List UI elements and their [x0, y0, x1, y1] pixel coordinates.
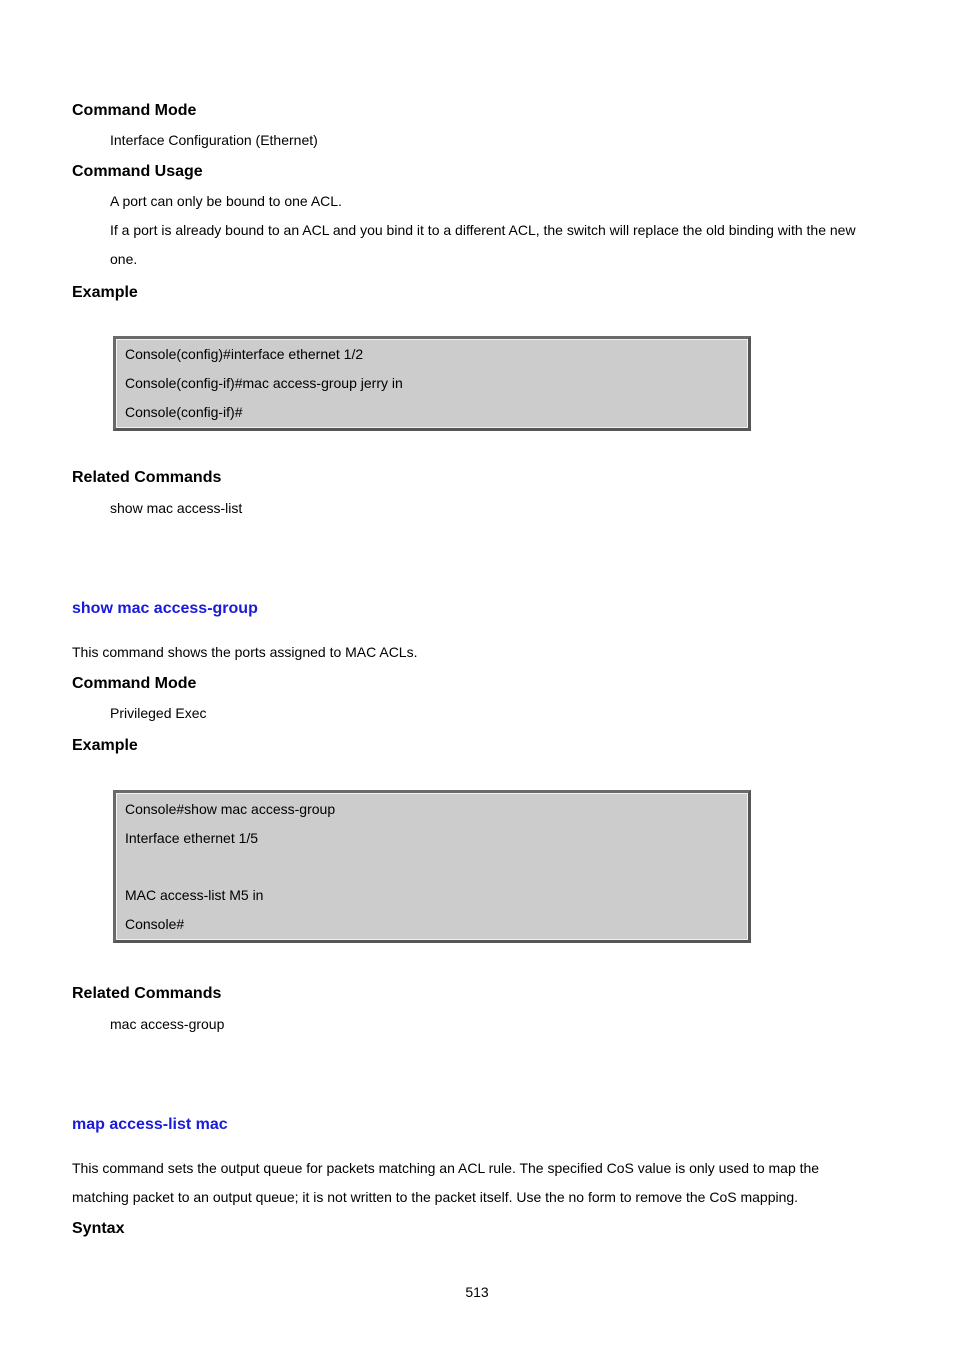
section-title[interactable]: show mac access-group: [72, 600, 258, 617]
command-mode-text: Privileged Exec: [110, 705, 207, 721]
usage-line: A port can only be bound to one ACL.: [110, 193, 342, 209]
section-description: This command shows the ports assigned to MAC ACLs.: [72, 644, 418, 660]
section-title[interactable]: map access-list mac: [72, 1116, 228, 1133]
usage-line: If a port is already bound to an ACL and you bind it to a different ACL, the switch will replace the old binding with the new: [110, 222, 856, 238]
command-mode-heading: Command Mode: [72, 102, 197, 119]
command-usage-heading: Command Usage: [72, 163, 203, 180]
code-line: Console(config)#interface ethernet 1/2: [125, 346, 364, 362]
code-block: [113, 790, 751, 943]
related-command-link: show mac access-list: [110, 500, 243, 516]
code-line: Console#: [125, 916, 185, 932]
command-mode-text: Interface Configuration (Ethernet): [110, 132, 318, 148]
example-heading: Example: [72, 737, 138, 754]
code-block: [113, 336, 751, 431]
code-line: Interface ethernet 1/5: [125, 830, 259, 846]
code-line: MAC access-list M5 in: [125, 887, 264, 903]
related-commands-heading: Related Commands: [72, 985, 222, 1002]
section-description: This command sets the output queue for packets matching an ACL rule. The specified CoS value is only used to map the: [72, 1160, 820, 1176]
code-line: Console#show mac access-group: [125, 801, 336, 817]
page-number: 513: [465, 1284, 489, 1300]
syntax-heading: Syntax: [72, 1220, 125, 1237]
section-description: matching packet to an output queue; it is not written to the packet itself. Use the no form to remove the CoS mapping.: [72, 1189, 799, 1205]
example-heading: Example: [72, 284, 138, 301]
related-command-link: mac access-group: [110, 1016, 225, 1032]
command-mode-heading: Command Mode: [72, 675, 197, 692]
code-line: Console(config-if)#mac access-group jerry in: [125, 375, 403, 391]
usage-line: one.: [110, 251, 138, 267]
code-line: Console(config-if)#: [125, 404, 243, 420]
related-commands-heading: Related Commands: [72, 469, 222, 486]
